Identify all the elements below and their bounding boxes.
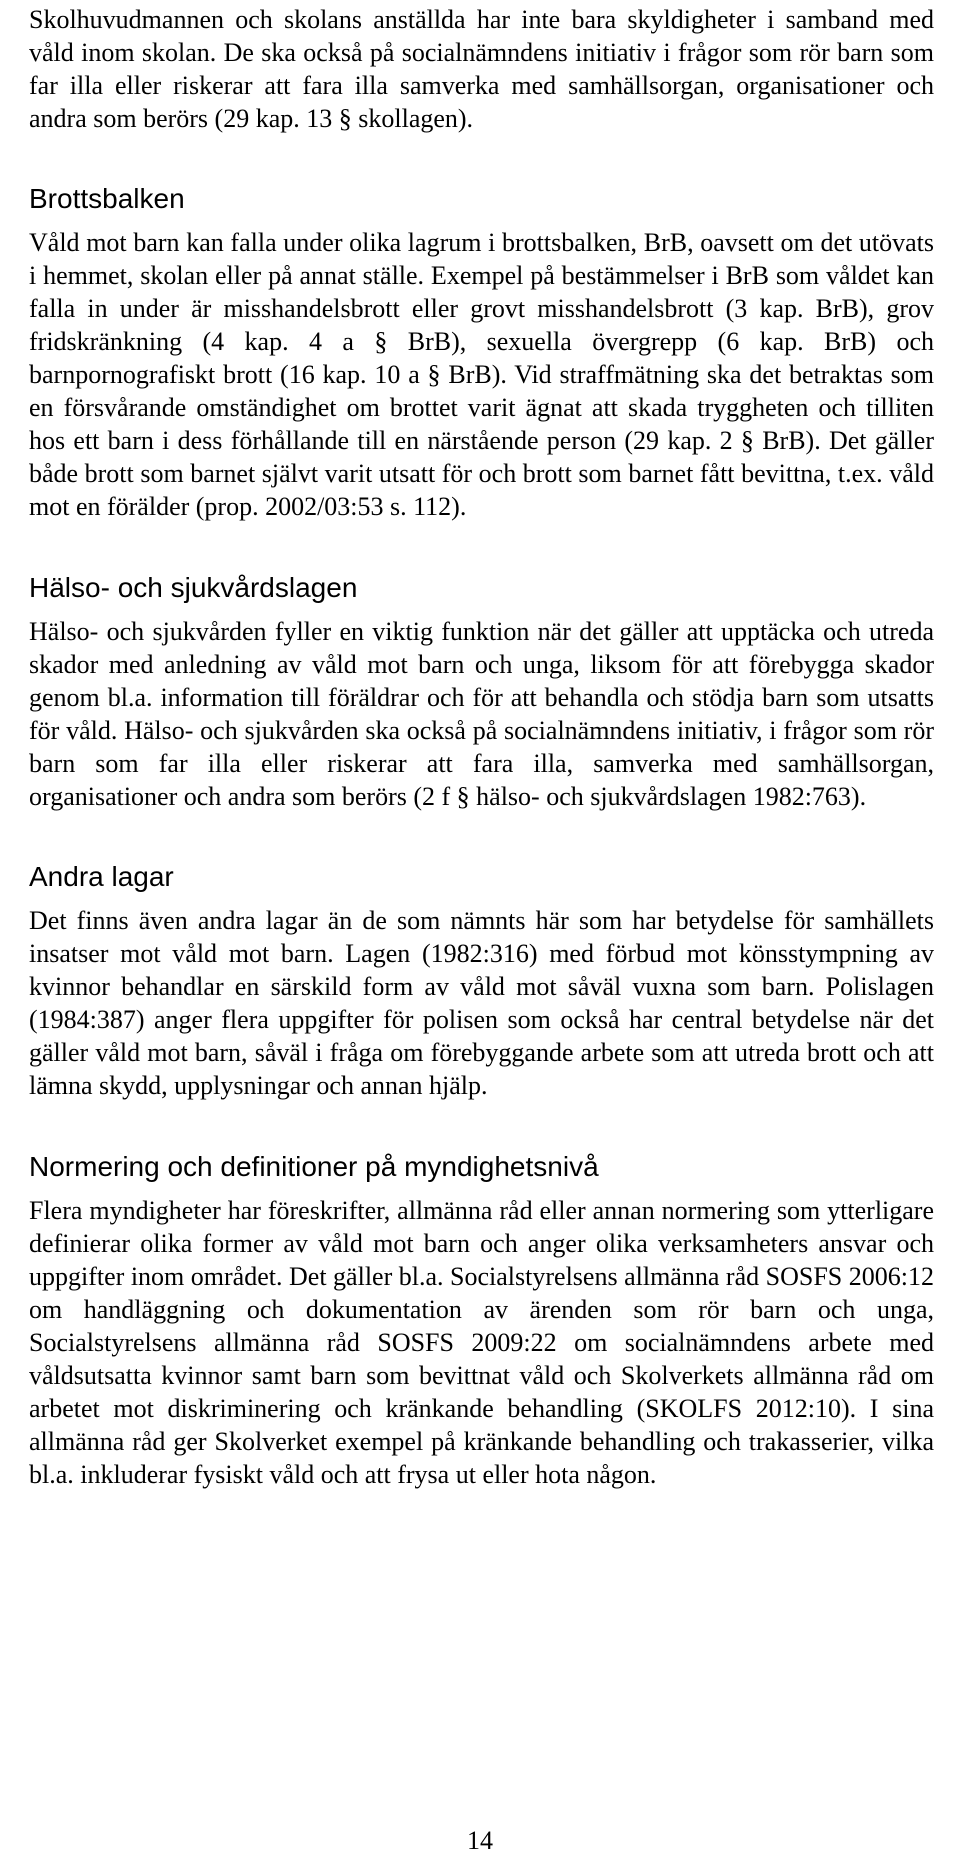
page-number: 14 <box>467 1826 493 1855</box>
section-body-brottsbalken: Våld mot barn kan falla under olika lagrum i brottsbalken, BrB, oavsett om det utövats i hemmet, skolan eller på annat ställe. Exempel på bestämmelser i BrB som våldet kan falla in under är misshandelsbrott eller grovt misshandelsbrott (3 kap. BrB), grov fridskränkning (4 kap. 4 a § BrB), sexuella övergrepp (6 kap. BrB) och barnpornografiskt brott (16 kap. 10 a § BrB). Vid straffmätning ska det betraktas som en försvårande omständighet om brottet varit ägnat att skada tryggheten och tilliten hos ett barn i dess förhållande till en närstående person (29 kap. 2 § BrB). Det gäller både brott som barnet självt varit utsatt för och brott som barnet fått bevittna, t.ex. våld mot en förälder (prop. 2002/03:53 s. 112). <box>29 228 934 521</box>
section-body-andra-lagar: Det finns även andra lagar än de som nämnts här som har betydelse för samhällets insatser mot våld mot barn. Lagen (1982:316) med förbud mot könsstympning av kvinnor behandlar en särskild form av våld mot såväl vuxna som barn. Polislagen (1984:387) anger flera uppgifter för polisen som också har central betydelse när det gäller våld mot barn, såväl i fråga om förebyggande arbete som att utreda brott och att lämna skydd, upplysningar och annan hjälp. <box>29 906 934 1100</box>
section-heading-andra-lagar: Andra lagar <box>29 861 174 892</box>
section-heading-halso-och-sjukvardslagen: Hälso- och sjukvårdslagen <box>29 572 358 603</box>
section-heading-normering: Normering och definitioner på myndighetsnivå <box>29 1151 599 1182</box>
intro-paragraph: Skolhuvudmannen och skolans anställda har inte bara skyldigheter i samband med våld inom skolan. De ska också på socialnämndens initiativ i frågor som rör barn som far illa eller riskerar att fara illa samverka med samhällsorgan, organisationer och andra som berörs (29 kap. 13 § skollagen). <box>29 5 934 133</box>
section-body-normering: Flera myndigheter har föreskrifter, allmänna råd eller annan normering som ytterligare definierar olika former av våld mot barn och anger olika verksamheters ansvar och uppgifter inom området. Det gäller bl.a. Socialstyrelsens allmänna råd SOSFS 2006:12 om handläggning och dokumentation av ärenden som rör barn och unga, Socialstyrelsens allmänna råd SOSFS 2009:22 om socialnämndens arbete med våldsutsatta kvinnor samt barn som bevittnat våld och Skolverkets allmänna råd om arbetet mot diskriminering och kränkande behandling (SKOLFS 2012:10). I sina allmänna råd ger Skolverket exempel på kränkande behandling och trakasserier, vilka bl.a. inkluderar fysiskt våld och att frysa ut eller hota någon. <box>29 1196 934 1489</box>
section-body-halso-och-sjukvardslagen: Hälso- och sjukvården fyller en viktig funktion när det gäller att upptäcka och utreda skador med anledning av våld mot barn och unga, liksom för att förebygga skador genom bl.a. information till föräldrar och för att behandla och stödja barn som utsatts för våld. Hälso- och sjukvården ska också på socialnämndens initiativ, i frågor som rör barn som far illa eller riskerar att fara illa, samverka med samhällsorgan, organisationer och andra som berörs (2 f § hälso- och sjukvårdslagen 1982:763). <box>29 617 934 811</box>
section-heading-brottsbalken: Brottsbalken <box>29 183 185 214</box>
